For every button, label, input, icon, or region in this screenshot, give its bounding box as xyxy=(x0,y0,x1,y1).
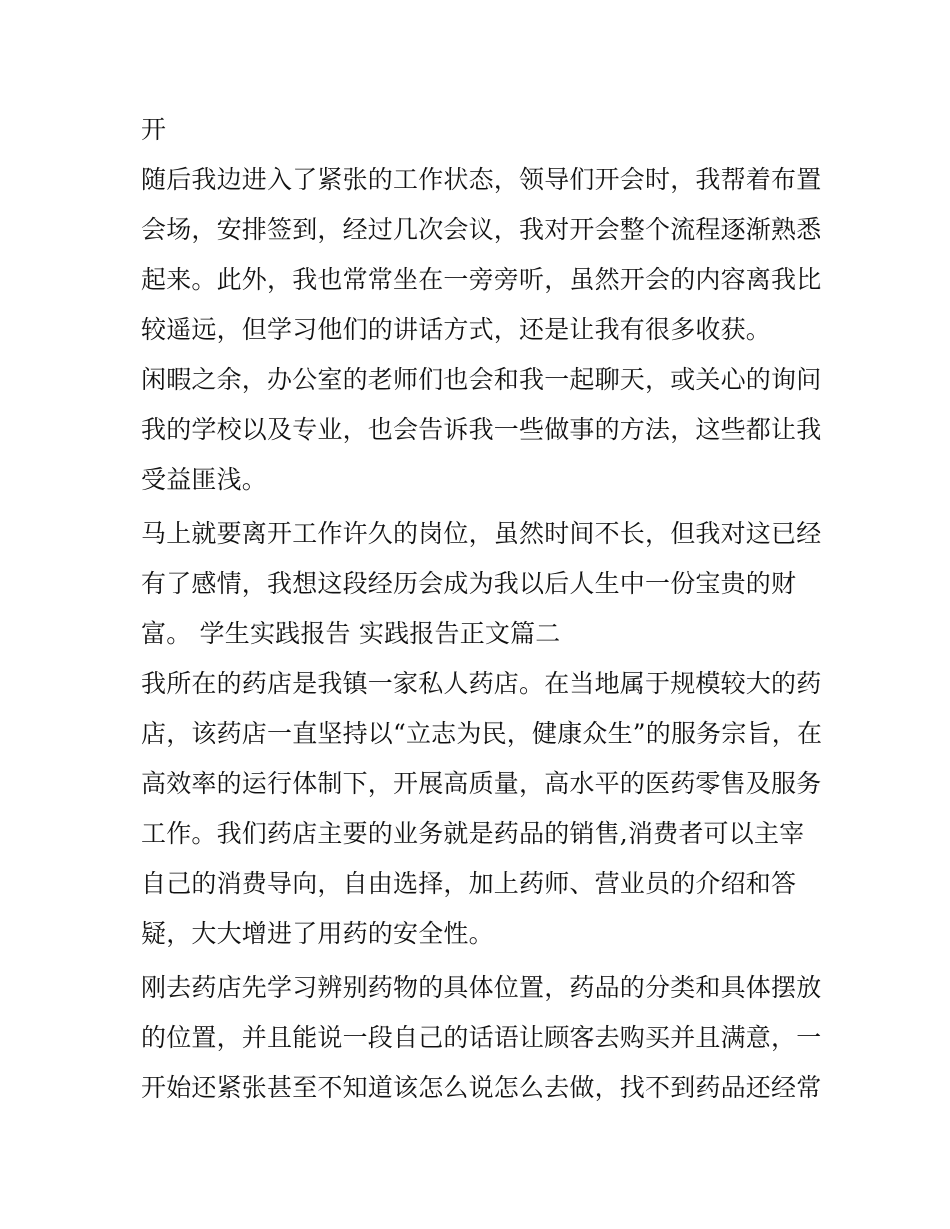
text-line: 我所在的药店是我镇一家私人药店。在当地属于规模较大的药 xyxy=(141,669,822,698)
text-line: 富。 学生实践报告 实践报告正文篇二 xyxy=(141,619,561,648)
text-line: 工作。我们药店主要的业务就是药品的销售,消费者可以主宰 xyxy=(141,819,805,848)
text-line: 随后我边进入了紧张的工作状态，领导们开会时，我帮着布置 xyxy=(141,165,822,194)
text-line: 我的学校以及专业，也会告诉我一些做事的方法，这些都让我 xyxy=(141,415,822,444)
text-line: 开 xyxy=(141,115,167,144)
text-line: 店，该药店一直坚持以“立志为民，健康众生”的服务宗旨，在 xyxy=(141,719,823,748)
text-line: 自己的消费导向，自由选择，加上药师、营业员的介绍和答 xyxy=(141,869,797,898)
text-line: 的位置，并且能说一段自己的话语让顾客去购买并且满意，一 xyxy=(141,1023,822,1052)
text-line: 会场，安排签到，经过几次会议，我对开会整个流程逐渐熟悉 xyxy=(141,215,822,244)
text-line: 马上就要离开工作许久的岗位，虽然时间不长，但我对这已经 xyxy=(141,519,822,548)
text-line: 有了感情，我想这段经历会成为我以后人生中一份宝贵的财 xyxy=(141,569,797,598)
text-line: 受益匪浅。 xyxy=(141,465,268,494)
text-line: 闲暇之余，办公室的老师们也会和我一起聊天，或关心的询问 xyxy=(141,365,822,394)
text-line: 疑，大大增进了用药的安全性。 xyxy=(141,919,494,948)
text-line: 刚去药店先学习辨别药物的具体位置，药品的分类和具体摆放 xyxy=(141,973,822,1002)
text-line: 起来。此外，我也常常坐在一旁旁听，虽然开会的内容离我比 xyxy=(141,265,822,294)
text-line: 较遥远，但学习他们的讲话方式，还是让我有很多收获。 xyxy=(141,315,772,344)
text-line: 高效率的运行体制下，开展高质量，高水平的医药零售及服务 xyxy=(141,769,822,798)
text-line: 开始还紧张甚至不知道该怎么说怎么去做，找不到药品还经常 xyxy=(141,1073,822,1102)
